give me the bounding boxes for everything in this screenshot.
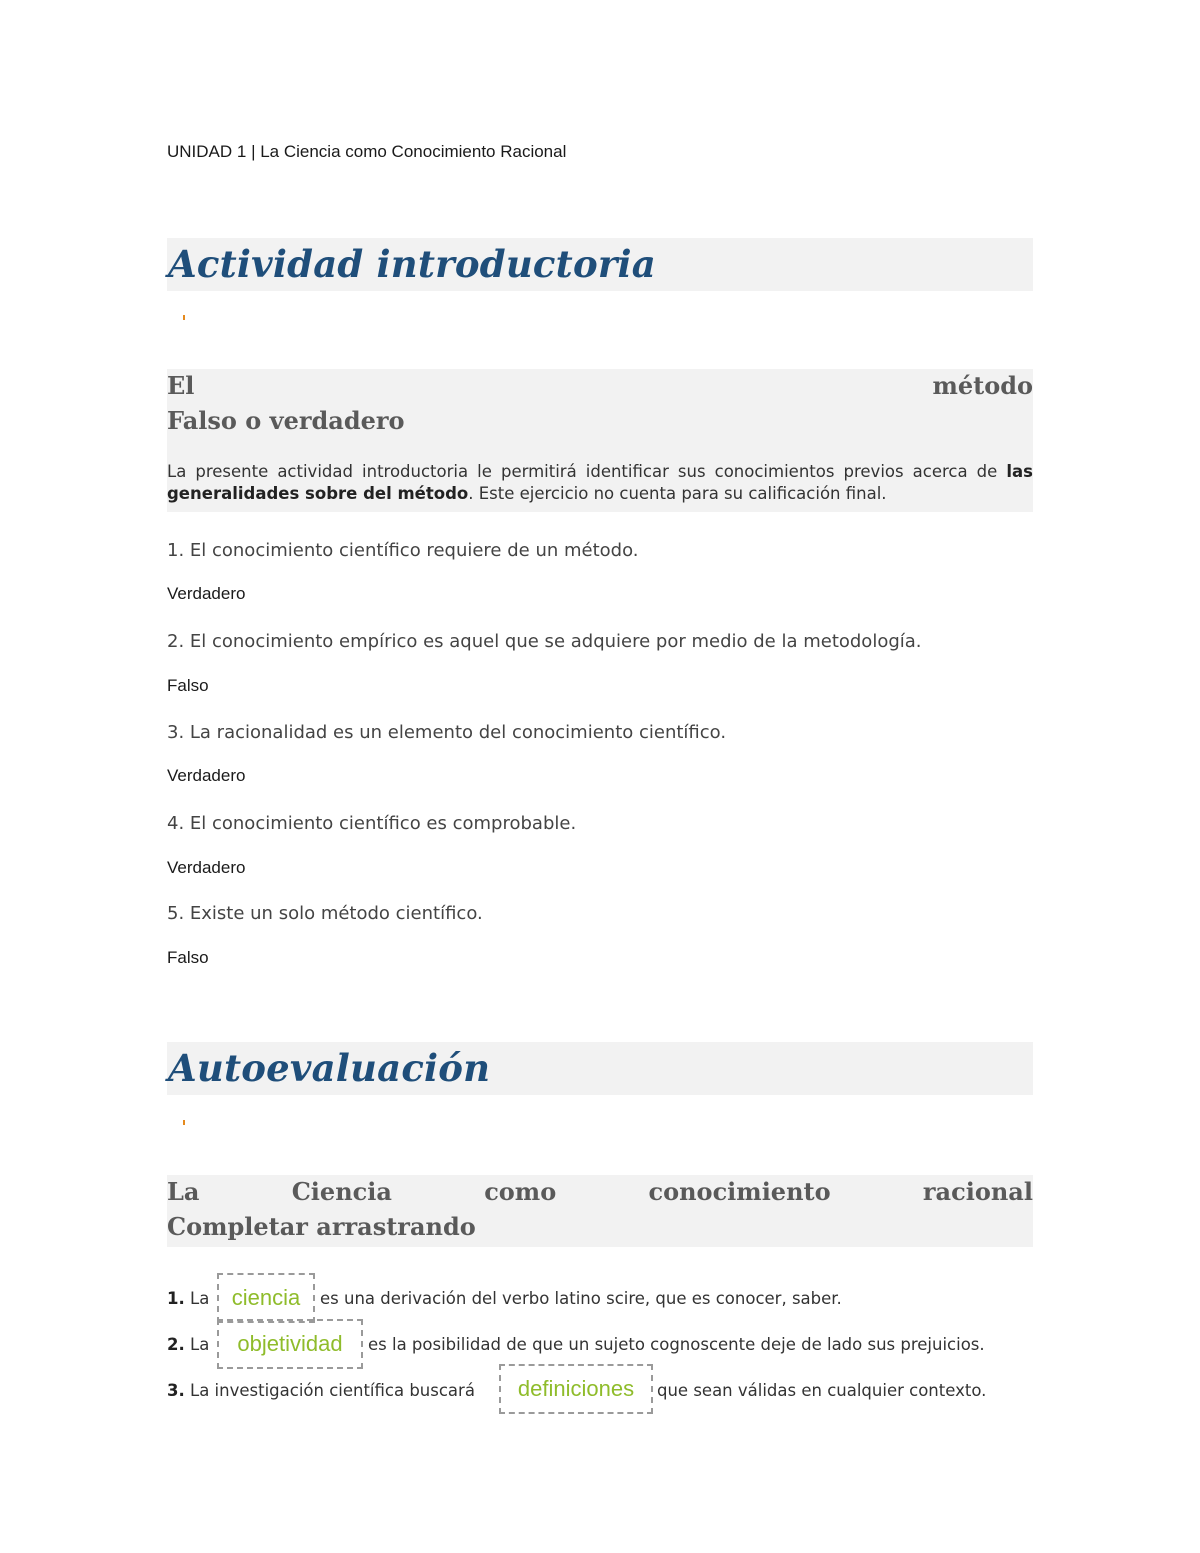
answer-2: Falso	[167, 676, 209, 695]
section-title-band	[167, 1042, 1033, 1095]
item-pre-text: La	[190, 1289, 210, 1308]
selfeval-heading-band	[167, 1175, 1033, 1247]
section-title-autoevaluacion: Autoevaluación	[168, 1046, 491, 1090]
item-number: 3.	[167, 1381, 185, 1400]
activity-intro-band	[167, 369, 1033, 512]
drop-blank-3[interactable]: definiciones	[499, 1364, 653, 1414]
item-pre-text: La	[190, 1335, 210, 1354]
bullet-marker	[183, 315, 185, 320]
item-pre-text: La investigación científica buscará	[190, 1381, 475, 1400]
fill-item-3	[167, 1380, 475, 1402]
answer-4: Verdadero	[167, 858, 246, 877]
heading-word: método	[932, 371, 1033, 400]
question-2: 2. El conocimiento empírico es aquel que se adquiere por medio de la metodología.	[167, 631, 922, 652]
section-title-actividad: Actividad introductoria	[168, 242, 656, 286]
unit-header: UNIDAD 1 | La Ciencia como Conocimiento Racional	[167, 142, 567, 161]
selfeval-heading	[167, 1175, 1033, 1209]
activity-subheading: Falso o verdadero	[167, 406, 405, 435]
bullet-marker	[183, 1120, 185, 1125]
drop-blank-2[interactable]: objetividad	[217, 1319, 363, 1369]
item-post-text: es la posibilidad de que un sujeto cognoscente deje de lado sus prejuicios.	[368, 1335, 985, 1354]
activity-heading	[167, 369, 1033, 403]
item-post-text: que sean válidas en cualquier contexto.	[657, 1381, 987, 1400]
section-title-band	[167, 238, 1033, 291]
heading-word: racional	[922, 1177, 1033, 1206]
question-1: 1. El conocimiento científico requiere de un método.	[167, 540, 639, 561]
selfeval-subheading: Completar arrastrando	[167, 1212, 476, 1241]
drop-blank-1[interactable]: ciencia	[217, 1273, 315, 1323]
intro-bold: las generalidades sobre del método	[167, 462, 1033, 503]
item-number: 1.	[167, 1289, 185, 1308]
question-5: 5. Existe un solo método científico.	[167, 903, 483, 924]
question-3: 3. La racionalidad es un elemento del conocimiento científico.	[167, 722, 727, 743]
question-4: 4. El conocimiento científico es comprobable.	[167, 813, 577, 834]
intro-pre: La presente actividad introductoria le permitirá identificar sus conocimientos previos acerca de	[167, 462, 1007, 481]
answer-3: Verdadero	[167, 766, 246, 785]
activity-intro-text	[167, 461, 1033, 505]
intro-post: . Este ejercicio no cuenta para su calificación final.	[468, 484, 887, 503]
heading-word: La	[167, 1177, 200, 1206]
heading-word: Ciencia	[291, 1177, 392, 1206]
item-number: 2.	[167, 1335, 185, 1354]
fill-item-2	[167, 1334, 209, 1356]
heading-word: El	[167, 371, 195, 400]
answer-1: Verdadero	[167, 584, 246, 603]
fill-item-1	[167, 1288, 209, 1310]
heading-word: como	[484, 1177, 557, 1206]
answer-5: Falso	[167, 948, 209, 967]
item-post-text: es una derivación del verbo latino scire, que es conocer, saber.	[320, 1289, 842, 1308]
heading-word: conocimiento	[648, 1177, 831, 1206]
